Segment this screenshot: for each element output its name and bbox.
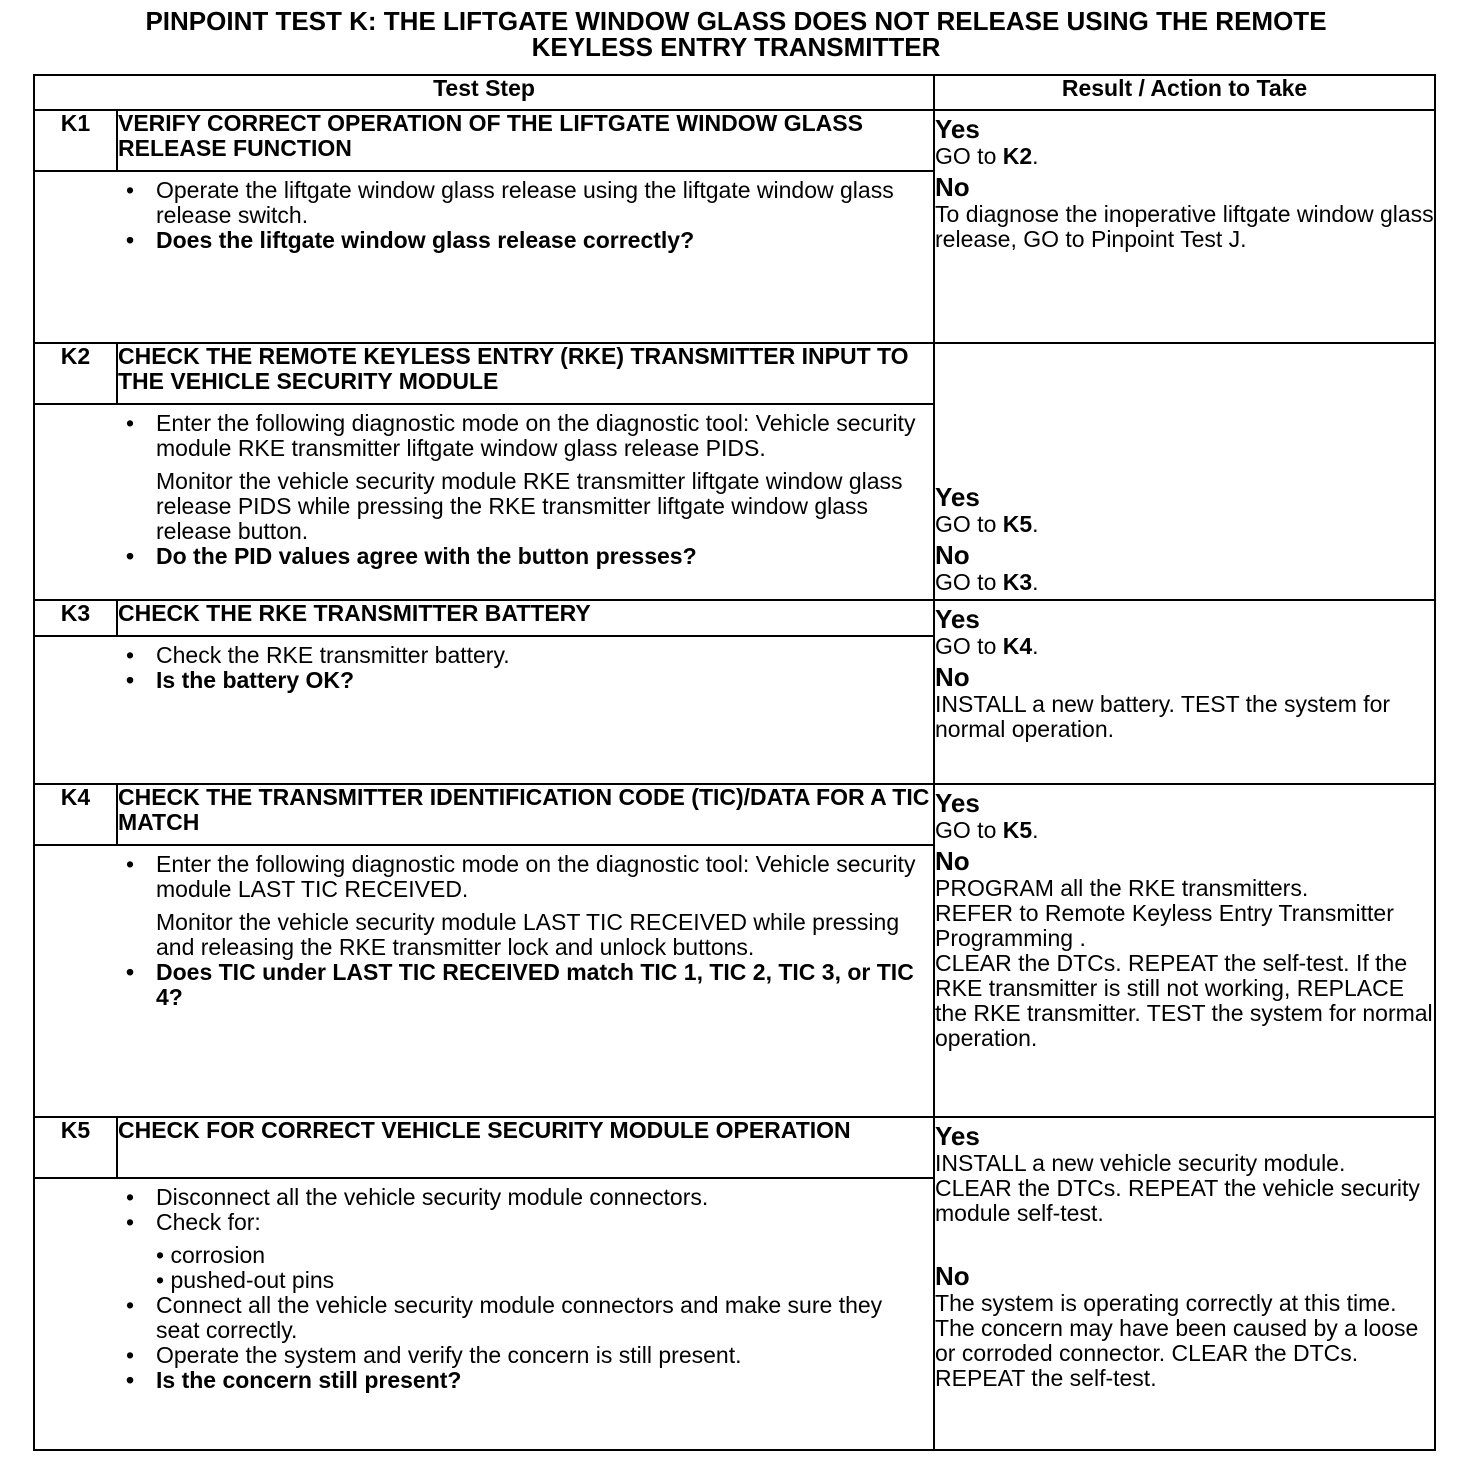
- no-action-1: PROGRAM all the RKE transmitters.: [935, 875, 1309, 901]
- sub-bullet-item: • pushed-out pins: [156, 1267, 335, 1293]
- yes-target: K5: [1002, 817, 1033, 843]
- yes-target: K2: [1002, 143, 1033, 169]
- step-k2-title-row: [34, 343, 1435, 404]
- step-k1-result: [934, 110, 1435, 343]
- yes-label: Yes: [935, 788, 980, 818]
- yes-action: GO to K2.: [935, 143, 1039, 169]
- sub-bullet-item: • corrosion: [156, 1242, 266, 1268]
- step-k1-title-row: [34, 110, 1435, 171]
- yes-action-2: CLEAR the DTCs. REPEAT the vehicle security module self-test.: [935, 1175, 1420, 1226]
- step-id: K2: [34, 343, 117, 404]
- bullet-question: • Is the battery OK?: [126, 667, 355, 693]
- yes-action: GO to K5.: [935, 817, 1039, 843]
- step-k5-title-row: [34, 1117, 1435, 1178]
- bullet-item: • Connect all the vehicle security module connectors and make sure they seat correctly.: [126, 1292, 883, 1343]
- bullet-item: • Enter the following diagnostic mode on the diagnostic tool: Vehicle security module RKE transmitter liftgate window glass release PIDS.: [126, 410, 916, 461]
- step-title: CHECK FOR CORRECT VEHICLE SECURITY MODULE OPERATION: [117, 1117, 934, 1178]
- step-k4-result: [934, 784, 1435, 1117]
- bullet-question: • Is the concern still present?: [126, 1367, 462, 1393]
- page-title: [0, 8, 1472, 60]
- bullet-question: • Do the PID values agree with the button presses?: [126, 543, 697, 569]
- bullet-item: • Operate the liftgate window glass release using the liftgate window glass release switch.: [126, 177, 894, 228]
- no-action: GO to K3.: [935, 569, 1039, 595]
- yes-label: Yes: [935, 482, 980, 512]
- no-label: No: [935, 662, 970, 692]
- yes-action-1: INSTALL a new vehicle security module.: [935, 1150, 1346, 1176]
- result-header: Result / Action to Take: [934, 75, 1435, 110]
- step-k3-title-row: [34, 600, 1435, 636]
- yes-label: Yes: [935, 114, 980, 144]
- no-action: The system is operating correctly at this time. The concern may have been caused by a loose or corroded connector. CLEAR the DTCs. REPEAT the self-test.: [935, 1290, 1419, 1391]
- bullet-question: • Does the liftgate window glass release correctly?: [126, 227, 695, 253]
- paragraph-item: Monitor the vehicle security module LAST TIC RECEIVED while pressing and releasing the RKE transmitter lock and unlock buttons.: [156, 909, 900, 960]
- no-target: K3: [1002, 569, 1033, 595]
- yes-target: K5: [1002, 511, 1033, 537]
- step-k5-result: [934, 1117, 1435, 1450]
- step-title: CHECK THE TRANSMITTER IDENTIFICATION CODE (TIC)/DATA FOR A TIC MATCH: [117, 784, 934, 845]
- step-title: CHECK THE REMOTE KEYLESS ENTRY (RKE) TRANSMITTER INPUT TO THE VEHICLE SECURITY MODULE: [117, 343, 934, 404]
- no-label: No: [935, 1261, 970, 1291]
- yes-target: K4: [1002, 633, 1033, 659]
- bullet-item: • Disconnect all the vehicle security module connectors.: [126, 1184, 709, 1210]
- bullet-item: • Enter the following diagnostic mode on the diagnostic tool: Vehicle security module LAST TIC RECEIVED.: [126, 851, 916, 902]
- no-action-2: REFER to Remote Keyless Entry Transmitter Programming .: [935, 900, 1394, 951]
- bullet-item: • Check for:: [126, 1209, 261, 1235]
- no-label: No: [935, 172, 970, 202]
- step-id: K4: [34, 784, 117, 845]
- bullet-question: • Does TIC under LAST TIC RECEIVED match TIC 1, TIC 2, TIC 3, or TIC 4?: [126, 959, 914, 1010]
- yes-label: Yes: [935, 1121, 980, 1151]
- step-k2-result: [934, 343, 1435, 600]
- yes-action: GO to K4.: [935, 633, 1039, 659]
- step-id: K3: [34, 600, 117, 636]
- bullet-item: • Check the RKE transmitter battery.: [126, 642, 510, 668]
- no-label: No: [935, 540, 970, 570]
- bullet-item: • Operate the system and verify the concern is still present.: [126, 1342, 742, 1368]
- no-action: To diagnose the inoperative liftgate window glass release, GO to Pinpoint Test J.: [935, 201, 1434, 252]
- title-line-1: PINPOINT TEST K: THE LIFTGATE WINDOW GLASS DOES NOT RELEASE USING THE REMOTE: [145, 6, 1327, 36]
- no-action-3: CLEAR the DTCs. REPEAT the self-test. If the RKE transmitter is still not working, REPLACE the RKE transmitter. TEST the system for normal operation.: [935, 950, 1433, 1051]
- paragraph-item: Monitor the vehicle security module RKE transmitter liftgate window glass release PIDS while pressing the RKE transmitter liftgate window glass release button.: [156, 468, 903, 544]
- step-id: K1: [34, 110, 117, 171]
- step-k4-title-row: [34, 784, 1435, 845]
- yes-label: Yes: [935, 604, 980, 634]
- step-title: CHECK THE RKE TRANSMITTER BATTERY: [117, 600, 934, 636]
- no-action: INSTALL a new battery. TEST the system for normal operation.: [935, 691, 1391, 742]
- test-step-header: Test Step: [34, 75, 934, 110]
- yes-action: GO to K5.: [935, 511, 1039, 537]
- step-title: VERIFY CORRECT OPERATION OF THE LIFTGATE WINDOW GLASS RELEASE FUNCTION: [117, 110, 934, 171]
- table-header-row: [34, 75, 1435, 110]
- pinpoint-test-table: [33, 74, 1436, 1451]
- step-id: K5: [34, 1117, 117, 1178]
- title-line-2: KEYLESS ENTRY TRANSMITTER: [531, 32, 941, 62]
- no-label: No: [935, 846, 970, 876]
- step-k3-result: [934, 600, 1435, 784]
